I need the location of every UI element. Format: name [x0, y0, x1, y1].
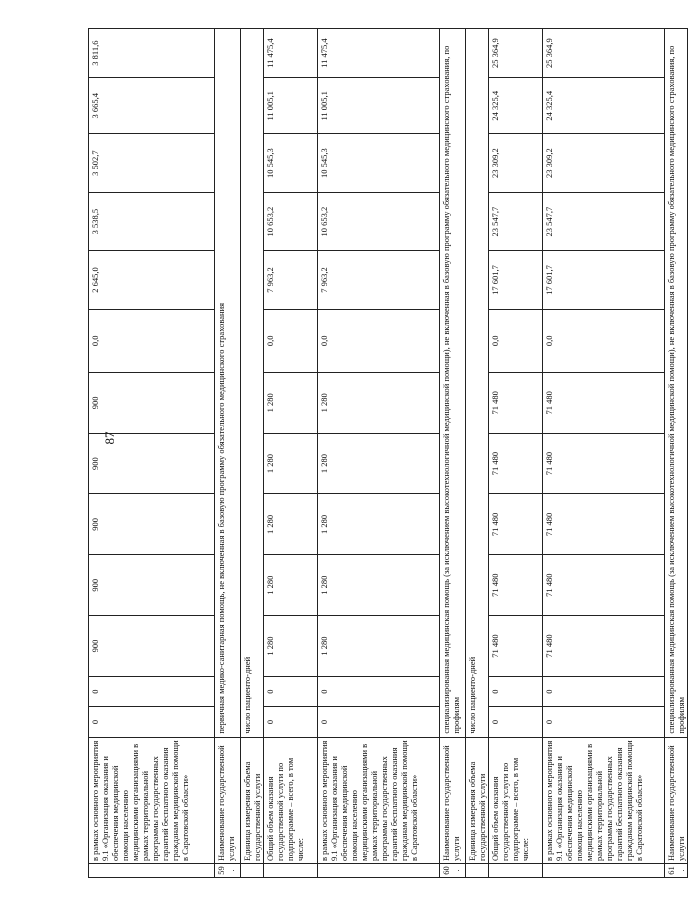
- row-number-cell: 60.: [440, 863, 466, 877]
- row-name-cell: Наименование государственной услуги: [215, 737, 241, 863]
- row-number-cell: [241, 863, 264, 877]
- value-cell: 900: [89, 372, 215, 433]
- page-number: 87: [102, 431, 117, 445]
- table-row: [440, 29, 466, 878]
- value-cell: 0,0: [264, 309, 318, 372]
- row-name-cell: Общий объем оказания государственной услуги по подпрограмме – всего, в том числе:: [264, 737, 318, 863]
- value-cell: 1 280: [264, 433, 318, 494]
- row-name-cell: в рамках основного мероприятия 9.1 «Организация оказания и обеспечения медицинской помощи населению медицинскими организациями в рамках территориальной программы государственных гарантий бесплатного оказания гражданам медицинской помощи в Саратовской области»: [89, 737, 215, 863]
- value-cell: 1 280: [318, 372, 440, 433]
- value-cell: 1 280: [318, 433, 440, 494]
- service-description-cell: первичная медико-санитарная помощь, не включенная в базовую программу обязательного медицинского страхования: [215, 29, 241, 738]
- table-row: [665, 29, 688, 878]
- value-cell: 1 280: [318, 616, 440, 677]
- table-row: [466, 29, 489, 878]
- value-cell: 1 280: [318, 555, 440, 616]
- table-row: [89, 29, 215, 878]
- value-cell: 24 325,4: [489, 78, 543, 134]
- row-number-cell: 59.: [215, 863, 241, 877]
- row-name-cell: Наименование государственной услуги: [665, 737, 688, 863]
- value-cell: 0: [89, 676, 215, 706]
- value-cell: 3 665,4: [89, 78, 215, 134]
- service-description-cell: число пациенто-дней: [466, 29, 489, 738]
- value-cell: 11 475,4: [318, 29, 440, 78]
- value-cell: 0: [264, 707, 318, 737]
- value-cell: 71 480: [489, 433, 543, 494]
- value-cell: 71 480: [489, 494, 543, 555]
- service-description-cell: специализированная медицинская помощь (за исключением высокотехнологичной медицинской помощи), не включенная в базовую программу обязательного медицинского страхования, по профилям: [665, 29, 688, 738]
- value-cell: 1 280: [318, 494, 440, 555]
- value-cell: 0: [318, 707, 440, 737]
- value-cell: 3 811,6: [89, 29, 215, 78]
- value-cell: 10 545,3: [264, 134, 318, 192]
- row-number-cell: [466, 863, 489, 877]
- service-description-cell: специализированная медицинская помощь (за исключением высокотехнологичной медицинской помощи), не включенная в базовую программу обязательного медицинского страхования, по профилям: [440, 29, 466, 738]
- value-cell: 71 480: [543, 433, 665, 494]
- value-cell: 3 538,5: [89, 192, 215, 250]
- row-name-cell: Единица измерения объема государственной услуги: [241, 737, 264, 863]
- value-cell: 71 480: [543, 616, 665, 677]
- table-row: [318, 29, 440, 878]
- value-cell: 23 309,2: [489, 134, 543, 192]
- value-cell: 71 480: [489, 616, 543, 677]
- value-cell: 71 480: [489, 372, 543, 433]
- value-cell: 0: [489, 707, 543, 737]
- value-cell: 17 601,7: [543, 251, 665, 309]
- table-row: [241, 29, 264, 878]
- value-cell: 1 280: [264, 372, 318, 433]
- services-table: [88, 28, 688, 878]
- value-cell: 11 475,4: [264, 29, 318, 78]
- row-number-cell: [89, 863, 215, 877]
- value-cell: 900: [89, 494, 215, 555]
- row-name-cell: Наименование государственной услуги: [440, 737, 466, 863]
- row-name-cell: Общий объем оказания государственной услуги по подпрограмме – всего, в том числе:: [489, 737, 543, 863]
- value-cell: 23 547,7: [489, 192, 543, 250]
- table-row: [489, 29, 543, 878]
- value-cell: 0: [264, 676, 318, 706]
- table-row: [215, 29, 241, 878]
- table-row: [264, 29, 318, 878]
- row-number-cell: 61.: [665, 863, 688, 877]
- row-number-cell: [264, 863, 318, 877]
- value-cell: 1 280: [264, 494, 318, 555]
- value-cell: 7 963,2: [318, 251, 440, 309]
- value-cell: 1 280: [264, 555, 318, 616]
- value-cell: 10 653,2: [264, 192, 318, 250]
- service-description-cell: число пациенто-дней: [241, 29, 264, 738]
- value-cell: 3 502,7: [89, 134, 215, 192]
- value-cell: 2 645,0: [89, 251, 215, 309]
- value-cell: 23 547,7: [543, 192, 665, 250]
- value-cell: 71 480: [543, 555, 665, 616]
- value-cell: 900: [89, 616, 215, 677]
- value-cell: 1 280: [264, 616, 318, 677]
- row-name-cell: Единица измерения объема государственной услуги: [466, 737, 489, 863]
- value-cell: 71 480: [543, 494, 665, 555]
- value-cell: 10 545,3: [318, 134, 440, 192]
- row-name-cell: в рамках основного мероприятия 9.1 «Организация оказания и обеспечения медицинской помощи населению медицинскими организациями в рамках территориальной программы государственных гарантий бесплатного оказания гражданам медицинской помощи в Саратовской области»: [543, 737, 665, 863]
- value-cell: 71 480: [489, 555, 543, 616]
- value-cell: 11 005,1: [264, 78, 318, 134]
- value-cell: 0: [543, 707, 665, 737]
- table-row: [543, 29, 665, 878]
- row-number-cell: [489, 863, 543, 877]
- value-cell: 24 325,4: [543, 78, 665, 134]
- value-cell: 0,0: [489, 309, 543, 372]
- value-cell: 11 005,1: [318, 78, 440, 134]
- value-cell: 0: [89, 707, 215, 737]
- row-number-cell: [318, 863, 440, 877]
- row-name-cell: в рамках основного мероприятия 9.1 «Организация оказания и обеспечения медицинской помощи населению медицинскими организациями в рамках территориальной программы государственных гарантий бесплатного оказания гражданам медицинской помощи в Саратовской области»: [318, 737, 440, 863]
- value-cell: 0: [489, 676, 543, 706]
- value-cell: 0,0: [318, 309, 440, 372]
- value-cell: 17 601,7: [489, 251, 543, 309]
- value-cell: 10 653,2: [318, 192, 440, 250]
- value-cell: 0,0: [543, 309, 665, 372]
- rotated-page-content: [88, 28, 686, 878]
- value-cell: 900: [89, 433, 215, 494]
- row-number-cell: [543, 863, 665, 877]
- value-cell: 0: [318, 676, 440, 706]
- value-cell: 0: [543, 676, 665, 706]
- value-cell: 25 364,9: [543, 29, 665, 78]
- table-body: [89, 29, 688, 878]
- value-cell: 0,0: [89, 309, 215, 372]
- value-cell: 7 963,2: [264, 251, 318, 309]
- value-cell: 25 364,9: [489, 29, 543, 78]
- value-cell: 23 309,2: [543, 134, 665, 192]
- value-cell: 71 480: [543, 372, 665, 433]
- value-cell: 900: [89, 555, 215, 616]
